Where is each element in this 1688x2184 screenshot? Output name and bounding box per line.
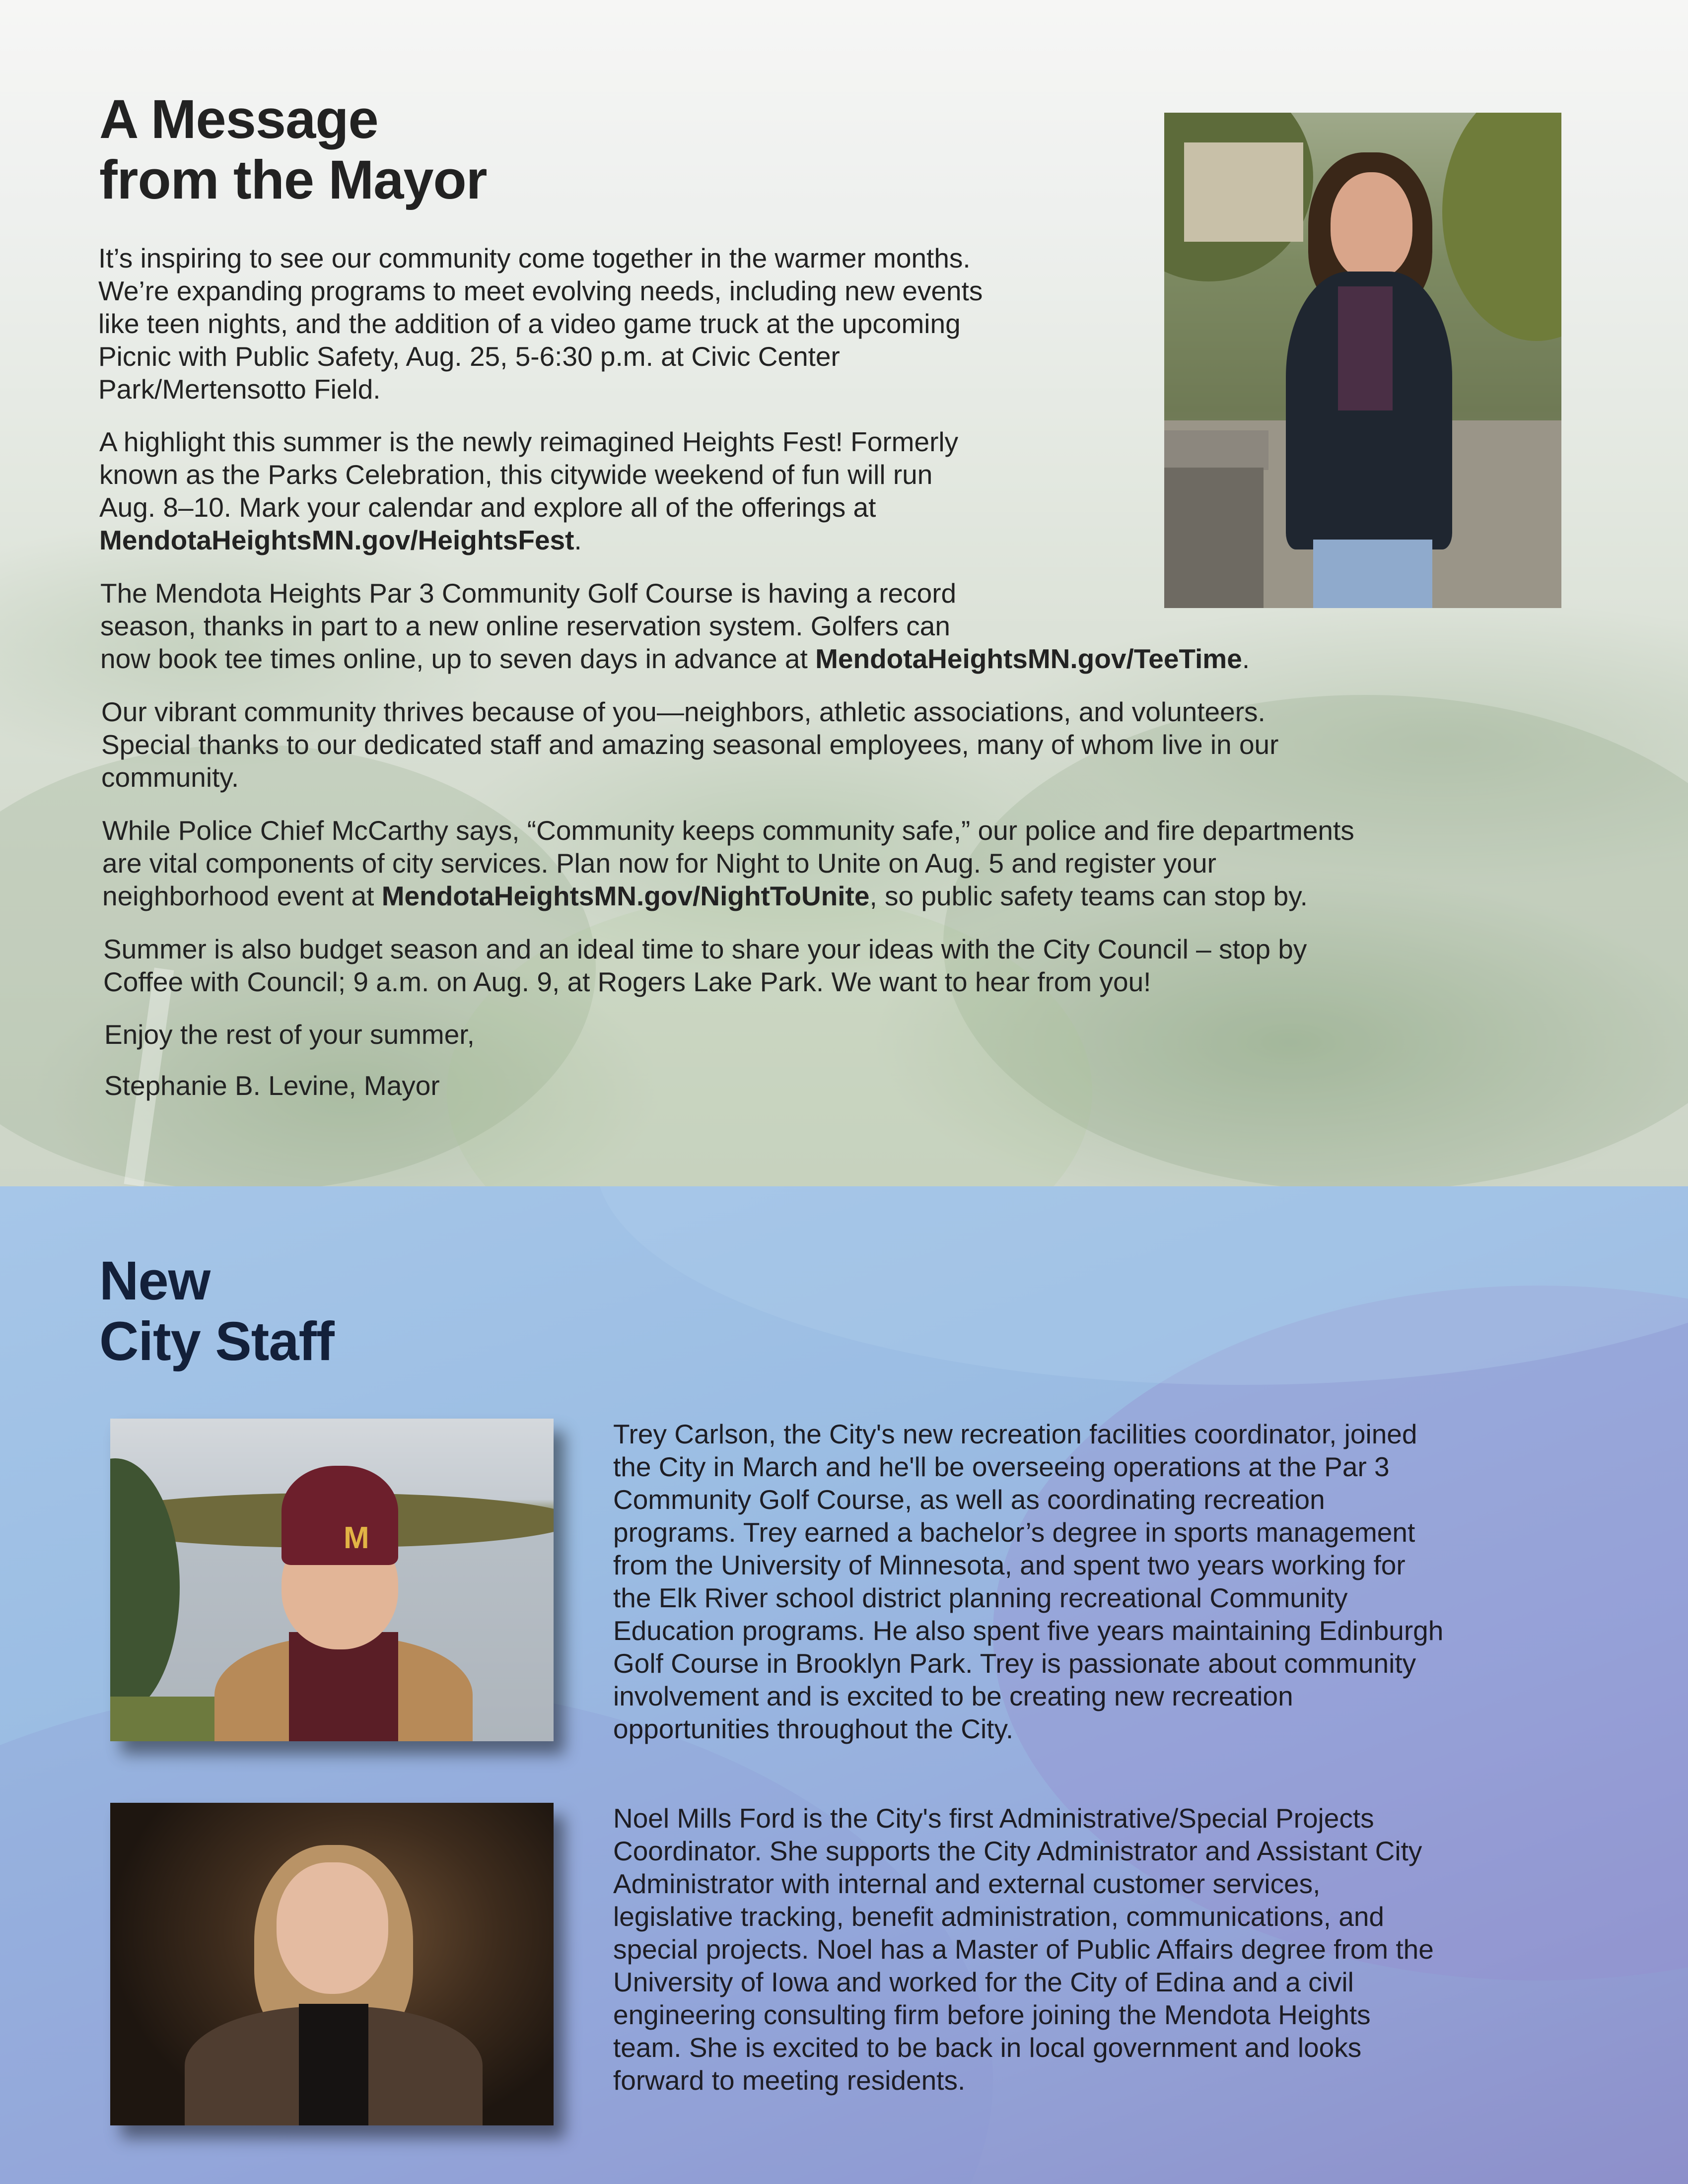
mayor-paragraph-5: While Police Chief McCarthy says, “Community keeps community safe,” our police and fire departments are vital components of city services. Plan now for Night to Unite on Aug. 5 and register your neighborhood event at MendotaHeightsMN.gov/NightToUnite, so public safety teams can stop by. <box>102 815 1354 911</box>
noel-mills-ford-bio: Noel Mills Ford is the City's first Administrative/Special Projects Coordinator. She supports the City Administrator and Assistant City Administrator with internal and external customer services, legislative tracking, benefit administration, communications, and special projects. Noel has a Master of Public Affairs degree from the University of Iowa and worked for the City of Edina and a civil engineering consulting firm before joining the Mendota Heights team. She is excited to be back in local government and looks forward to meeting residents. <box>613 1803 1434 2096</box>
m-logo-icon: M <box>344 1521 369 1555</box>
background-wave <box>596 1186 1688 1385</box>
new-city-staff-title <box>99 1251 334 1372</box>
mayor-paragraph-2: A highlight this summer is the newly reimagined Heights Fest! Formerly known as the Parks Celebration, this citywide weekend of fun will run Aug. 8–10. Mark your calendar and explore all of the offerings at MendotaHeightsMN.gov/HeightsFest. <box>99 426 959 555</box>
mayor-closing: Enjoy the rest of your summer, <box>104 1019 475 1050</box>
trey-carlson-photo <box>110 1419 554 1741</box>
mayor-paragraph-4: Our vibrant community thrives because of you—neighbors, athletic associations, and volunteers. Special thanks to our dedicated staff and amazing seasonal employees, many of whom live in our community. <box>101 696 1279 793</box>
heightsfest-link[interactable]: MendotaHeightsMN.gov/HeightsFest <box>99 525 574 555</box>
nighttounite-link[interactable]: MendotaHeightsMN.gov/NightToUnite <box>381 881 870 911</box>
mayor-title-line-2: from the Mayor <box>99 149 487 210</box>
mayor-paragraph-3: The Mendota Heights Par 3 Community Golf Course is having a record season, thanks in part to a new online reservation system. Golfers can now book tee times online, up to seven days in advance at MendotaHeightsMN.gov/TeeTime. <box>100 578 1250 674</box>
mayor-title-line-1: A Message <box>99 89 378 150</box>
mayor-photo <box>1164 113 1561 608</box>
teetime-link[interactable]: MendotaHeightsMN.gov/TeeTime <box>815 643 1242 674</box>
mayor-message-title <box>99 89 487 210</box>
trey-carlson-bio: Trey Carlson, the City's new recreation facilities coordinator, joined the City in March and he'll be overseeing operations at the Par 3 Community Golf Course, as well as coordinating recreation programs. Trey earned a bachelor’s degree in sports management from the University of Minnesota, and spent two years working for the Elk River school district planning recreational Community Education programs. He also spent five years maintaining Edinburgh Golf Course in Brooklyn Park. Trey is passionate about community involvement and is excited to be creating new recreation opportunities throughout the City. <box>613 1419 1444 1744</box>
noel-mills-ford-photo <box>110 1803 554 2125</box>
mayor-paragraph-6: Summer is also budget season and an ideal time to share your ideas with the City Council – stop by Coffee with Council; 9 a.m. on Aug. 9, at Rogers Lake Park. We want to hear from you! <box>103 934 1307 997</box>
staff-title-line-2: City Staff <box>99 1311 334 1372</box>
photo-house <box>1184 142 1303 242</box>
mayor-signature: Stephanie B. Levine, Mayor <box>104 1070 440 1101</box>
staff-title-line-1: New <box>99 1250 211 1311</box>
mayor-paragraph-1: It’s inspiring to see our community come together in the warmer months. We’re expanding programs to meet evolving needs, including new events like teen nights, and the addition of a video game truck at the upcoming Picnic with Public Safety, Aug. 25, 5-6:30 p.m. at Civic Center Park/Mertensotto Field. <box>98 243 983 405</box>
new-city-staff-section <box>0 1186 1688 2184</box>
